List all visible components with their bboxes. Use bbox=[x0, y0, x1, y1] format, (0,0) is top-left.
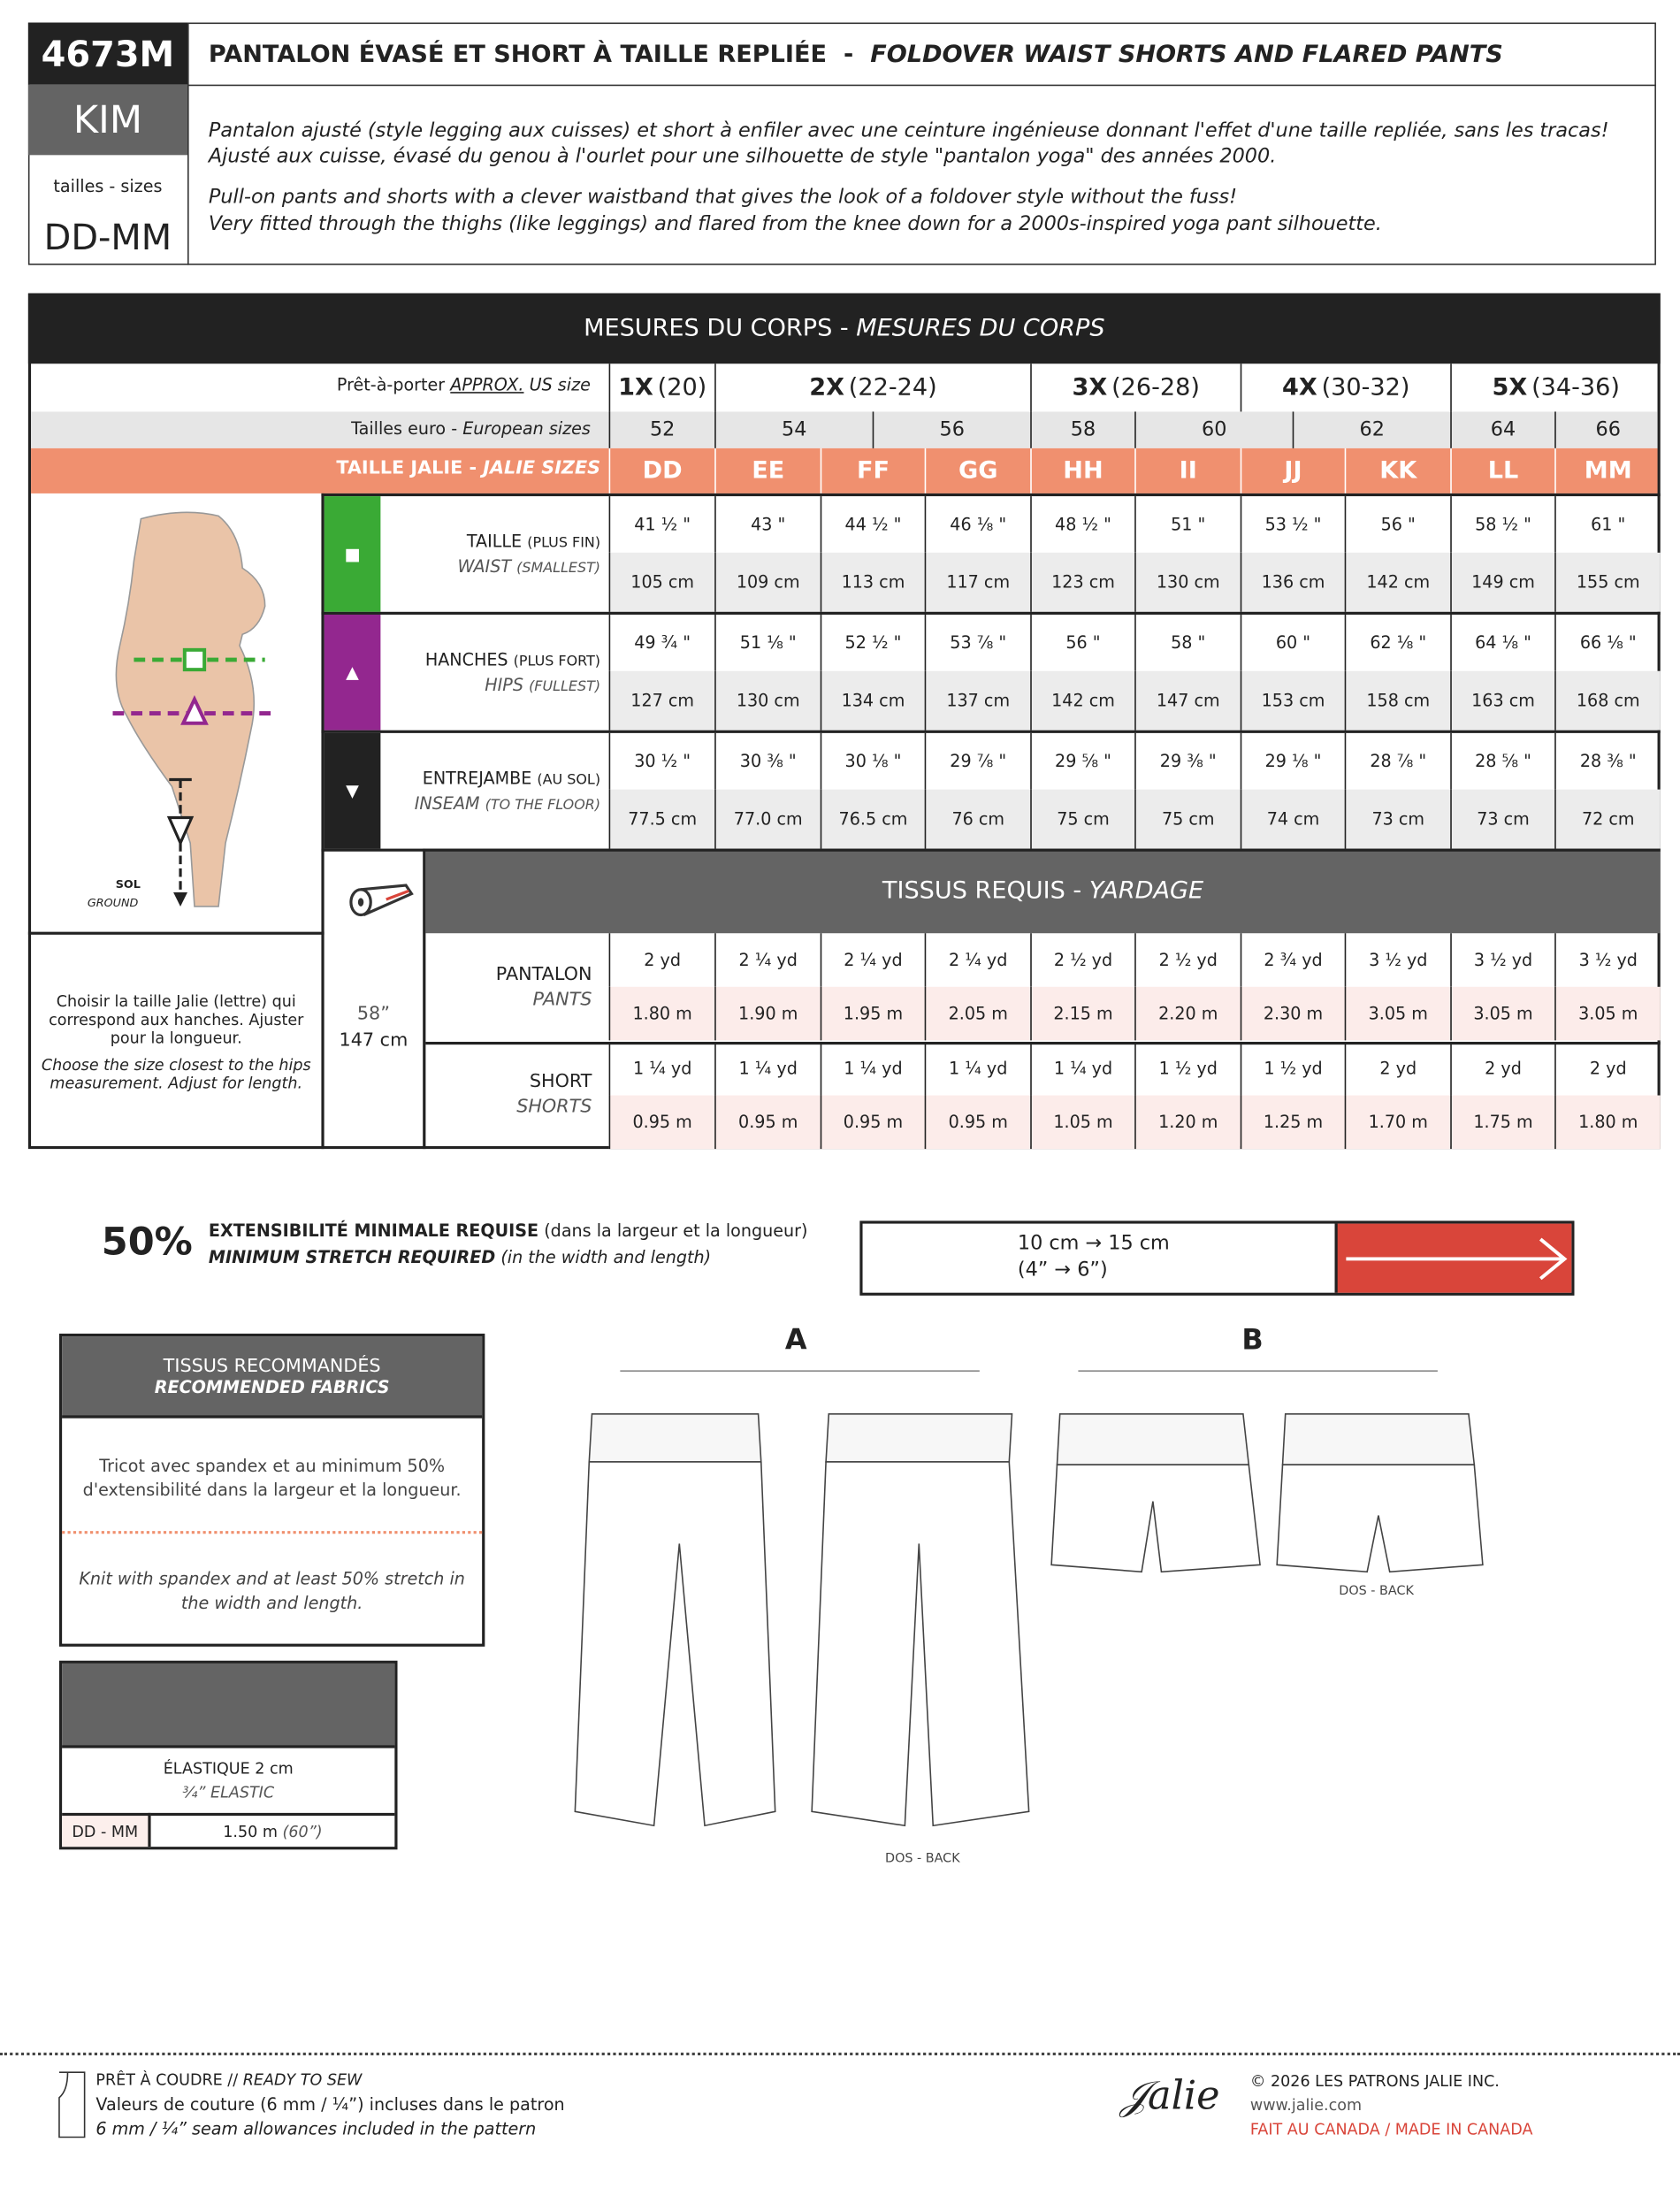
cm-value: 130 cm bbox=[714, 671, 821, 731]
inch-value: 29 ⅝ " bbox=[1030, 733, 1134, 790]
rtw-approx: APPROX. bbox=[450, 375, 524, 395]
stretch-en-note: (in the width and length) bbox=[500, 1247, 712, 1268]
cm-value: 75 cm bbox=[1030, 790, 1134, 849]
yard-value: 2 yd bbox=[1554, 1041, 1661, 1095]
rtw-group bbox=[609, 363, 715, 411]
pattern-name: KIM bbox=[28, 85, 187, 156]
rts-en: READY TO SEW bbox=[242, 2070, 363, 2090]
yard-value: 3 ½ yd bbox=[1345, 933, 1451, 987]
fabric-width-cm: 147 cm bbox=[339, 1030, 409, 1052]
yard-value: 3 ½ yd bbox=[1554, 933, 1661, 987]
inch-value: 66 ⅛ " bbox=[1554, 615, 1661, 671]
measure-label bbox=[380, 733, 606, 849]
cm-value: 73 cm bbox=[1450, 790, 1554, 849]
inch-value: 51 ⅛ " bbox=[714, 615, 821, 671]
euro-size: 54 bbox=[714, 411, 873, 448]
meter-value: 2.05 m bbox=[925, 987, 1031, 1041]
label-en bbox=[458, 557, 601, 577]
jalie-label-text: TAILLE JALIE - bbox=[336, 458, 484, 479]
label-en-note: (FULLEST) bbox=[529, 679, 601, 695]
yardage-label-en: PANTS bbox=[532, 989, 592, 1011]
jalie-label bbox=[31, 458, 600, 479]
rtw-group bbox=[1450, 363, 1661, 411]
inch-value: 53 ⅞ " bbox=[925, 615, 1031, 671]
rtw-range: (22-24) bbox=[848, 373, 937, 402]
cm-value: 153 cm bbox=[1241, 671, 1345, 731]
label-fr bbox=[425, 650, 600, 669]
elastic-sizes: DD - MM bbox=[62, 1813, 150, 1847]
rtw-range: (34-36) bbox=[1531, 373, 1620, 402]
yard-value: 3 ½ yd bbox=[1450, 933, 1554, 987]
cm-value: 149 cm bbox=[1450, 553, 1554, 612]
label-fr bbox=[467, 532, 600, 551]
yard-value: 1 ¼ yd bbox=[714, 1041, 821, 1095]
cm-value: 163 cm bbox=[1450, 671, 1554, 731]
title-en: FOLDOVER WAIST SHORTS AND FLARED PANTS bbox=[870, 41, 1503, 70]
inch-value: 46 ⅛ " bbox=[925, 496, 1031, 553]
seam-allowance-en: 6 mm / ¼” seam allowances included in the pattern bbox=[95, 2118, 537, 2139]
yard-value: 2 yd bbox=[609, 933, 715, 987]
inch-value: 52 ½ " bbox=[821, 615, 925, 671]
inch-value: 44 ½ " bbox=[821, 496, 925, 553]
cm-value: 134 cm bbox=[821, 671, 925, 731]
table-title-en: MESURES DU CORPS bbox=[856, 314, 1105, 343]
pattern-code: 4673M bbox=[28, 23, 187, 85]
rtw-range: (30-32) bbox=[1321, 373, 1410, 402]
inch-value: 28 ⅜ " bbox=[1554, 733, 1661, 790]
euro-size: 56 bbox=[873, 411, 1031, 448]
label-fr-text: HANCHES bbox=[424, 649, 508, 670]
fabrics-title-fr: TISSUS RECOMMANDÉS bbox=[163, 1355, 381, 1377]
euro-label-text: Tailles euro - bbox=[351, 418, 463, 439]
yard-value: 1 ¼ yd bbox=[925, 1041, 1031, 1095]
arrow-right-icon bbox=[1346, 1235, 1571, 1282]
rts-fr: PRÊT À COUDRE // bbox=[95, 2070, 243, 2090]
cm-value: 109 cm bbox=[714, 553, 821, 612]
inch-value: 29 ⅜ " bbox=[1134, 733, 1241, 790]
jalie-size: KK bbox=[1345, 448, 1451, 493]
inch-value: 29 ⅞ " bbox=[925, 733, 1031, 790]
yard-value: 2 ½ yd bbox=[1134, 933, 1241, 987]
inch-value: 30 ⅛ " bbox=[821, 733, 925, 790]
fabrics-text-fr: Tricot avec spandex et au minimum 50% d'extensibilité dans la largeur et la longueur. bbox=[82, 1456, 462, 1501]
stretch-in: (4” → 6”) bbox=[1017, 1259, 1108, 1281]
meter-value: 1.70 m bbox=[1345, 1095, 1451, 1149]
meter-value: 1.20 m bbox=[1134, 1095, 1241, 1149]
stretch-cm: 10 cm → 15 cm bbox=[1017, 1232, 1170, 1255]
header-divider bbox=[187, 23, 189, 265]
cm-value: 137 cm bbox=[925, 671, 1031, 731]
inch-value: 41 ½ " bbox=[609, 496, 715, 553]
yard-value: 1 ¼ yd bbox=[609, 1041, 715, 1095]
rtw-size: 5X bbox=[1492, 373, 1528, 402]
jalie-size: JJ bbox=[1241, 448, 1345, 493]
yard-value: 1 ½ yd bbox=[1241, 1041, 1345, 1095]
row-divider bbox=[321, 849, 1660, 852]
label-fr-note: (PLUS FORT) bbox=[513, 654, 601, 670]
choose-en: Choose the size closest to the hips measurement. Adjust for length. bbox=[41, 1055, 311, 1092]
label-fr-note: (AU SOL) bbox=[537, 772, 601, 789]
yardage-header bbox=[425, 849, 1660, 934]
rtw-size: 1X bbox=[618, 373, 653, 402]
yardage-label-fr: SHORT bbox=[529, 1071, 592, 1093]
view-a-rule bbox=[620, 1370, 979, 1372]
rtw-range: (20) bbox=[657, 373, 707, 402]
elastic-length-in: (60”) bbox=[282, 1822, 323, 1840]
yardage-label-fr: PANTALON bbox=[495, 963, 592, 985]
cm-value: 155 cm bbox=[1554, 553, 1661, 612]
shorts-drawing-icon bbox=[1043, 1403, 1494, 1586]
choose-fr: Choisir la taille Jalie (lettre) qui correspond aux hanches. Ajuster pour la longueur. bbox=[49, 991, 304, 1047]
website-link[interactable]: www.jalie.com bbox=[1249, 2096, 1363, 2115]
inch-value: 62 ⅛ " bbox=[1345, 615, 1451, 671]
euro-size: 60 bbox=[1134, 411, 1293, 448]
table-title bbox=[28, 294, 1661, 364]
inch-value: 58 " bbox=[1134, 615, 1241, 671]
euro-size: 62 bbox=[1293, 411, 1451, 448]
label-fr-note: (PLUS FIN) bbox=[527, 535, 601, 552]
description-en-2: Very fitted through the thighs (like leggings) and flared from the knee down for a 2000s-inspired yoga pant silhouette. bbox=[208, 212, 1382, 236]
cm-value: 76.5 cm bbox=[821, 790, 925, 849]
euro-size: 58 bbox=[1030, 411, 1134, 448]
cm-value: 117 cm bbox=[925, 553, 1031, 612]
meter-value: 0.95 m bbox=[714, 1095, 821, 1149]
measure-label bbox=[380, 496, 606, 612]
title-fr: PANTALON ÉVASÉ ET SHORT À TAILLE REPLIÉE bbox=[208, 41, 827, 70]
label-en bbox=[415, 793, 600, 813]
meter-value: 1.80 m bbox=[609, 987, 715, 1041]
view-b-label: B bbox=[1241, 1322, 1264, 1357]
inch-value: 56 " bbox=[1345, 496, 1451, 553]
jalie-logo bbox=[1120, 2072, 1219, 2151]
inch-value: 60 " bbox=[1241, 615, 1345, 671]
meter-value: 2.30 m bbox=[1241, 987, 1345, 1041]
choose-size-note bbox=[31, 936, 321, 1147]
cm-value: 73 cm bbox=[1345, 790, 1451, 849]
size-range: DD-MM bbox=[43, 216, 172, 257]
jalie-size: LL bbox=[1450, 448, 1554, 493]
fabric-roll-icon bbox=[347, 880, 415, 922]
jalie-size: DD bbox=[609, 448, 715, 493]
ground-label-en: GROUND bbox=[87, 896, 139, 910]
cm-value: 130 cm bbox=[1134, 553, 1241, 612]
meter-value: 1.95 m bbox=[821, 987, 925, 1041]
yard-value: 1 ¼ yd bbox=[1030, 1041, 1134, 1095]
title-sep: - bbox=[843, 41, 854, 70]
label-fr bbox=[423, 769, 600, 788]
cm-value: 127 cm bbox=[609, 671, 715, 731]
rtw-label bbox=[31, 375, 591, 394]
stretch-en bbox=[209, 1248, 711, 1267]
cm-value: 123 cm bbox=[1030, 553, 1134, 612]
ground-label-fr: SOL bbox=[115, 878, 141, 891]
inch-value: 49 ¾ " bbox=[609, 615, 715, 671]
copyright: © 2026 LES PATRONS JALIE INC. bbox=[1249, 2072, 1500, 2091]
label-en-text: INSEAM bbox=[414, 793, 480, 814]
meter-value: 0.95 m bbox=[609, 1095, 715, 1149]
rtw-us: US size bbox=[529, 375, 591, 395]
rtw-size: 3X bbox=[1072, 373, 1108, 402]
yard-value: 2 ¼ yd bbox=[925, 933, 1031, 987]
yard-value: 2 ½ yd bbox=[1030, 933, 1134, 987]
fabrics-title-en: RECOMMENDED FABRICS bbox=[154, 1376, 390, 1396]
jalie-label-en: JALIE SIZES bbox=[483, 458, 601, 479]
elastic-header bbox=[62, 1664, 394, 1748]
pattern-piece-icon bbox=[57, 2069, 88, 2140]
cm-value: 142 cm bbox=[1030, 671, 1134, 731]
label-en-text: HIPS bbox=[485, 675, 523, 695]
rtw-range: (26-28) bbox=[1111, 373, 1200, 402]
rtw-group bbox=[714, 363, 1030, 411]
meter-value: 1.05 m bbox=[1030, 1095, 1134, 1149]
inch-value: 28 ⅞ " bbox=[1345, 733, 1451, 790]
ready-to-sew bbox=[95, 2071, 362, 2090]
label-fr-text: TAILLE bbox=[466, 531, 523, 552]
meter-value: 1.75 m bbox=[1450, 1095, 1554, 1149]
square-icon: ■ bbox=[325, 496, 381, 612]
meter-value: 2.15 m bbox=[1030, 987, 1134, 1041]
stretch-fr bbox=[209, 1220, 808, 1240]
cm-value: 142 cm bbox=[1345, 553, 1451, 612]
inch-value: 61 " bbox=[1554, 496, 1661, 553]
cm-value: 74 cm bbox=[1241, 790, 1345, 849]
meter-value: 3.05 m bbox=[1554, 987, 1661, 1041]
yardage-title-fr: TISSUS REQUIS - bbox=[882, 876, 1089, 906]
figure-col-divider bbox=[321, 493, 324, 849]
yard-value: 2 yd bbox=[1450, 1041, 1554, 1095]
inch-value: 56 " bbox=[1030, 615, 1134, 671]
body-figure-icon bbox=[85, 505, 296, 921]
meter-value: 3.05 m bbox=[1345, 987, 1451, 1041]
seam-allowance-fr: Valeurs de couture (6 mm / ¼”) incluses dans le patron bbox=[95, 2094, 565, 2115]
euro-label-en: European sizes bbox=[462, 418, 591, 439]
yard-value: 2 yd bbox=[1345, 1041, 1451, 1095]
label-en-note: (TO THE FLOOR) bbox=[485, 798, 601, 814]
cm-value: 136 cm bbox=[1241, 553, 1345, 612]
inch-value: 30 ½ " bbox=[609, 733, 715, 790]
cm-value: 77.0 cm bbox=[714, 790, 821, 849]
yard-value: 2 ¼ yd bbox=[821, 933, 925, 987]
view-a-label: A bbox=[784, 1322, 807, 1357]
label-en-note: (SMALLEST) bbox=[516, 561, 601, 577]
meter-value: 0.95 m bbox=[925, 1095, 1031, 1149]
description-en-1: Pull-on pants and shorts with a clever waistband that gives the look of a foldover style without the fuss! bbox=[208, 186, 1238, 209]
rtw-size: 2X bbox=[809, 373, 845, 402]
jalie-logo-mark: 𝒥alie bbox=[1120, 2072, 1220, 2119]
meter-value: 0.95 m bbox=[821, 1095, 925, 1149]
footer-divider bbox=[0, 2053, 1680, 2055]
triangle-up-icon: ▲ bbox=[325, 615, 381, 731]
fabrics-divider bbox=[62, 1531, 482, 1534]
cm-value: 158 cm bbox=[1345, 671, 1451, 731]
yard-value: 1 ½ yd bbox=[1134, 1041, 1241, 1095]
view-a-back-label: DOS - BACK bbox=[885, 1852, 960, 1867]
elastic-length bbox=[151, 1813, 395, 1847]
rtw-group bbox=[1241, 363, 1451, 411]
euro-label bbox=[31, 418, 591, 438]
cm-value: 113 cm bbox=[821, 553, 925, 612]
meter-value: 1.90 m bbox=[714, 987, 821, 1041]
fabrics-header bbox=[62, 1336, 482, 1418]
elastic-en: ¾” ELASTIC bbox=[182, 1783, 275, 1802]
stretch-en-text: MINIMUM STRETCH REQUIRED bbox=[208, 1247, 496, 1268]
stretch-fr-text: EXTENSIBILITÉ MINIMALE REQUISE bbox=[208, 1220, 539, 1241]
cm-value: 75 cm bbox=[1134, 790, 1241, 849]
inch-value: 29 ⅛ " bbox=[1241, 733, 1345, 790]
yardage-title-en: YARDAGE bbox=[1088, 876, 1204, 906]
inch-value: 51 " bbox=[1134, 496, 1241, 553]
cm-value: 77.5 cm bbox=[609, 790, 715, 849]
jalie-size: GG bbox=[925, 448, 1031, 493]
inch-value: 48 ½ " bbox=[1030, 496, 1134, 553]
figure-divider bbox=[28, 932, 325, 935]
cm-value: 105 cm bbox=[609, 553, 715, 612]
inch-value: 43 " bbox=[714, 496, 821, 553]
cm-value: 72 cm bbox=[1554, 790, 1661, 849]
meter-value: 1.80 m bbox=[1554, 1095, 1661, 1149]
yard-value: 2 ¼ yd bbox=[714, 933, 821, 987]
rtw-label-text: Prêt-à-porter bbox=[336, 375, 446, 395]
pattern-title bbox=[209, 41, 1503, 69]
label-en bbox=[485, 676, 600, 695]
inch-value: 58 ½ " bbox=[1450, 496, 1554, 553]
rtw-group bbox=[1030, 363, 1241, 411]
yard-value: 2 ¾ yd bbox=[1241, 933, 1345, 987]
title-divider bbox=[187, 85, 1656, 87]
label-fr-text: ENTREJAMBE bbox=[422, 768, 532, 789]
triangle-down-icon: ▼ bbox=[325, 733, 381, 849]
meter-value: 2.20 m bbox=[1134, 987, 1241, 1041]
elastic-length-m: 1.50 m bbox=[223, 1822, 278, 1840]
jalie-size: MM bbox=[1554, 448, 1661, 493]
inch-value: 30 ⅜ " bbox=[714, 733, 821, 790]
view-b-back-label: DOS - BACK bbox=[1339, 1584, 1414, 1599]
inch-value: 64 ⅛ " bbox=[1450, 615, 1554, 671]
jalie-size: FF bbox=[821, 448, 925, 493]
stretch-percent: 50% bbox=[101, 1220, 193, 1265]
euro-size: 52 bbox=[609, 411, 715, 448]
cm-value: 76 cm bbox=[925, 790, 1031, 849]
measure-label bbox=[380, 615, 606, 731]
euro-size: 66 bbox=[1554, 411, 1661, 448]
yard-value: 1 ¼ yd bbox=[821, 1041, 925, 1095]
made-in-canada: FAIT AU CANADA / MADE IN CANADA bbox=[1249, 2120, 1533, 2139]
elastic-fr: ÉLASTIQUE 2 cm bbox=[163, 1759, 294, 1779]
sizes-label: tailles - sizes bbox=[53, 176, 163, 196]
fabric-width-in: 58” bbox=[356, 1003, 390, 1025]
view-b-rule bbox=[1078, 1370, 1437, 1372]
jalie-size: HH bbox=[1030, 448, 1134, 493]
table-title-fr: MESURES DU CORPS - bbox=[584, 314, 857, 343]
jalie-size: EE bbox=[714, 448, 821, 493]
pants-drawing-icon bbox=[564, 1403, 1043, 1854]
cm-value: 147 cm bbox=[1134, 671, 1241, 731]
euro-size: 64 bbox=[1450, 411, 1554, 448]
inch-value: 28 ⅝ " bbox=[1450, 733, 1554, 790]
meter-value: 1.25 m bbox=[1241, 1095, 1345, 1149]
jalie-size: II bbox=[1134, 448, 1241, 493]
stretch-fr-note: (dans la largeur et la longueur) bbox=[544, 1220, 808, 1241]
cm-value: 168 cm bbox=[1554, 671, 1661, 731]
label-en-text: WAIST bbox=[457, 556, 512, 577]
description-fr: Pantalon ajusté (style legging aux cuisses) et short à enfiler avec une ceinture ingénieuse donnant l'effet d'une taille repliée, sans les tracas! Ajusté aux cuisse, évasé du genou à l'ourlet pour une silhouette de style "pantalon yoga" des années 2000. bbox=[208, 119, 1609, 168]
meter-value: 3.05 m bbox=[1450, 987, 1554, 1041]
yardage-label-en: SHORTS bbox=[516, 1097, 592, 1119]
fabrics-text-en: Knit with spandex and at least 50% stretch in the width and length. bbox=[79, 1569, 465, 1613]
rtw-size: 4X bbox=[1282, 373, 1317, 402]
yardage-label bbox=[425, 933, 603, 1040]
yardage-label bbox=[425, 1041, 603, 1148]
inch-value: 53 ½ " bbox=[1241, 496, 1345, 553]
